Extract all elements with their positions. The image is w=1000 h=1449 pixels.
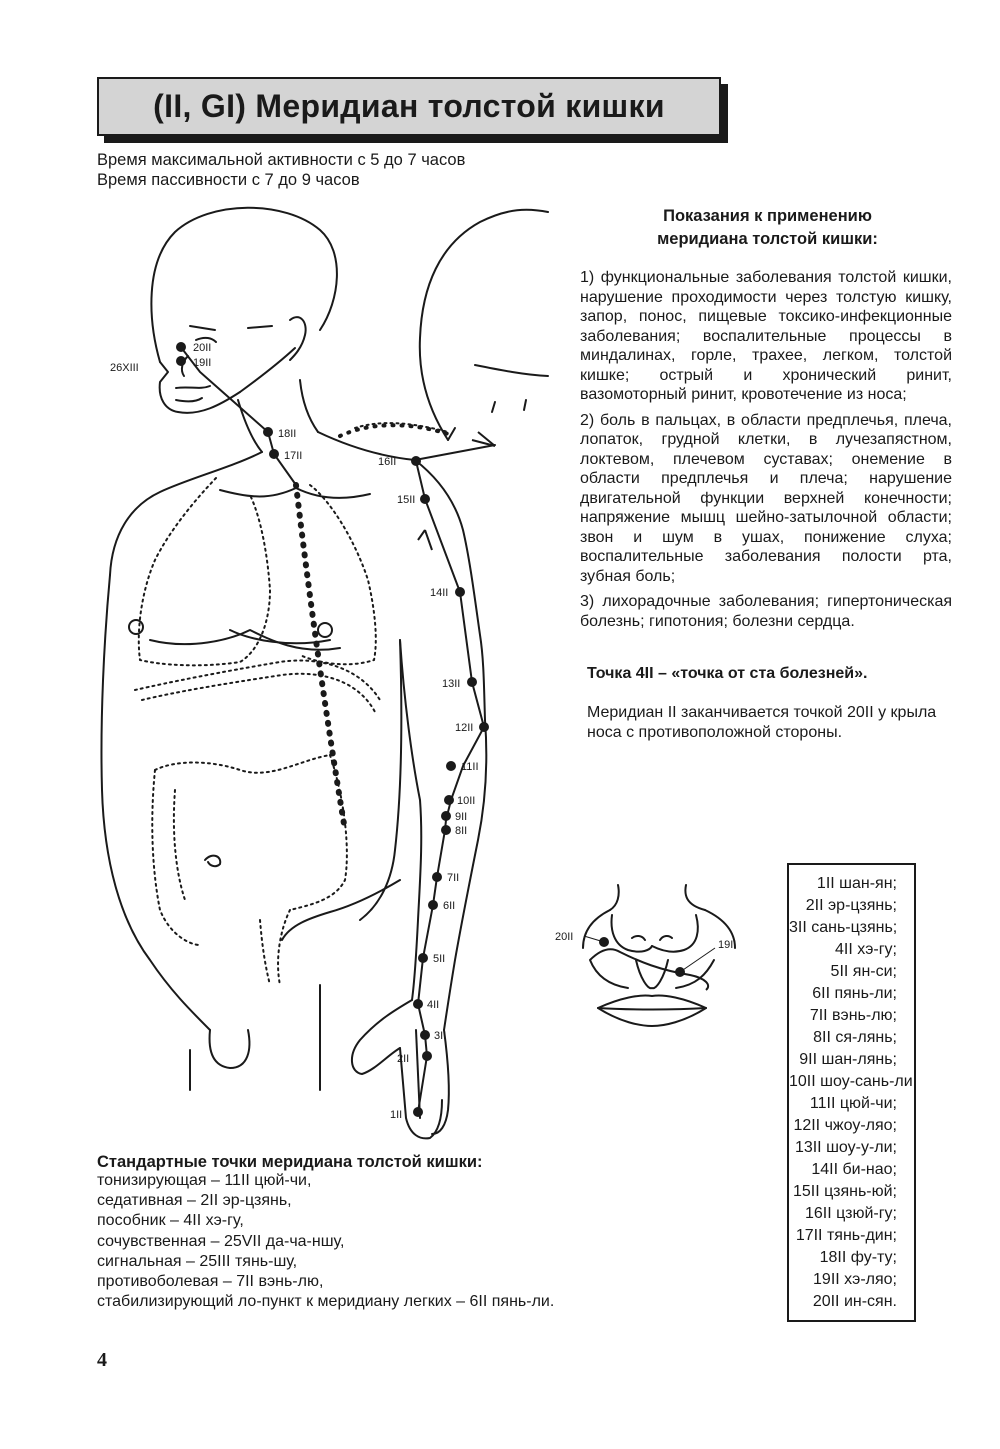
point-name: 18II фу-ту; <box>819 1249 897 1266</box>
point-name: 16II цзюй-гу; <box>805 1205 897 1222</box>
point-name: 11II цюй-чи; <box>809 1095 897 1112</box>
passive-text: Время пассивности с 7 до 9 часов <box>97 171 360 189</box>
indication-item: 2) боль в пальцах, в области предплечья, плеча, лопаток, грудной клетки, в лучезапястном, локтевом, плечевом суставах; онемение в области предплечья и плеча; нарушение двигательной функции верхней конечности; напряжение мышц шейно-затылочной области; звон и шум в ушах, понижение слуха; воспалительные заболевания полости рта, зубная боль; <box>580 411 952 585</box>
point-6-marker <box>428 900 438 910</box>
indication-item: 3) лихорадочные заболевания; гипертоническая болезнь; гипотония; болезни сердца. <box>580 593 952 630</box>
label-11: 11II <box>461 761 479 773</box>
label-19: 19II <box>193 357 212 369</box>
point-18-marker <box>263 427 273 437</box>
point-name: 9II шан-лянь; <box>799 1051 897 1068</box>
standard-point-item: противоболевая – 7II вэнь-лю, <box>97 1273 324 1291</box>
point-name: 13II шоу-у-ли; <box>794 1139 897 1156</box>
point-4-marker <box>413 999 423 1009</box>
point-name: 15II цзянь-юй; <box>793 1183 897 1200</box>
point-3-marker <box>420 1030 430 1040</box>
label-12: 12II <box>455 722 474 734</box>
point-name: 1II шан-ян; <box>816 875 897 892</box>
point-17-marker <box>269 449 279 459</box>
point-name: 8II ся-лянь; <box>813 1029 897 1046</box>
point-name: 2II эр-цзянь; <box>805 897 897 914</box>
point-12-marker <box>479 722 489 732</box>
label-1: 1II <box>390 1109 403 1121</box>
point-name: 7II вэнь-лю; <box>809 1007 897 1024</box>
point-8-marker <box>441 825 451 835</box>
point-name: 12II чжоу-ляо; <box>793 1117 897 1134</box>
label-3: 3II <box>434 1030 447 1042</box>
point-5-marker <box>418 953 428 963</box>
arrow-up-icon <box>418 530 432 550</box>
point-name: 17II тянь-дин; <box>795 1227 897 1244</box>
point-name: 6II пянь-ли; <box>812 985 897 1002</box>
point-name: 10II шоу-сань-ли; <box>789 1073 918 1090</box>
point-1-marker <box>413 1107 423 1117</box>
point-20-marker <box>176 342 186 352</box>
standard-points-heading: Стандартные точки меридиана толстой кишки: <box>97 1153 483 1171</box>
point-7-marker <box>432 872 442 882</box>
label-15: 15II <box>397 494 416 506</box>
standard-point-item: пособник – 4II хэ-гу, <box>97 1212 244 1230</box>
point-14-marker <box>455 587 465 597</box>
label-4: 4II <box>427 999 440 1011</box>
label-14: 14II <box>430 587 449 599</box>
standard-point-item: сочувственная – 25VII да-ча-ншу, <box>97 1232 345 1250</box>
max-activity-text: Время максимальной активности с 5 до 7 часов <box>97 151 466 169</box>
indications-heading: Показания к применению меридиана толстой кишки: <box>657 207 878 248</box>
point-10-marker <box>444 795 454 805</box>
standard-point-item: седативная – 2II эр-цзянь, <box>97 1192 292 1210</box>
point-19-marker <box>176 356 186 366</box>
point-15-marker <box>420 494 430 504</box>
label-20: 20II <box>193 342 212 354</box>
label-17: 17II <box>284 450 303 462</box>
nose-label-20: 20II <box>555 931 574 943</box>
label-6: 6II <box>443 900 456 912</box>
point-name: 19II хэ-ляо; <box>813 1271 897 1288</box>
point-2-marker <box>422 1051 432 1061</box>
point-9-marker <box>441 811 451 821</box>
label-13: 13II <box>442 678 461 690</box>
point-name: 20II ин-сян. <box>812 1293 897 1310</box>
page-title: (II, GI) Меридиан толстой кишки <box>153 88 665 124</box>
page-number: 4 <box>97 1349 107 1371</box>
point-name: 5II ян-си; <box>830 963 897 980</box>
point-name: 3II сань-цзянь; <box>789 919 898 936</box>
standard-point-item: сигнальная – 25III тянь-шу, <box>97 1252 298 1270</box>
standard-point-item: тонизирующая – 11II цюй-чи, <box>97 1172 312 1189</box>
label-16: 16II <box>378 456 397 468</box>
point-11-marker <box>446 761 456 771</box>
meridian-end-note: Меридиан II заканчивается точкой 20II у крыла носа с противоположной стороны. <box>587 704 937 741</box>
label-7: 7II <box>447 872 460 884</box>
point4-note: Точка 4II – «точка от ста болезней». <box>587 665 868 682</box>
label-2: 2II <box>397 1053 410 1065</box>
meridian-arm-line <box>416 461 484 1112</box>
standard-point-item: стабилизирующий ло-пункт к меридиану легких – 6II пянь-ли. <box>97 1293 555 1311</box>
indication-item: 1) функциональные заболевания толстой кишки, нарушение проходимости через толстую кишку, запор, понос, пищевые токсико-инфекционные заболевания; воспалительные процессы в миндалинах, горле, трахее, легком, толстой кишке; острый и хронический ринит, вазомоторный ринит, кровотечение из носа; <box>580 269 952 403</box>
label-9: 9II <box>455 811 468 823</box>
arrow-up-icon <box>472 432 495 446</box>
label-18: 18II <box>278 428 297 440</box>
point-name: 4II хэ-гу; <box>834 941 897 958</box>
point-13-marker <box>467 677 477 687</box>
label-26: 26XIII <box>110 362 139 374</box>
label-5: 5II <box>433 953 446 965</box>
label-8: 8II <box>455 825 468 837</box>
label-10: 10II <box>457 795 476 807</box>
point-name: 14II би-нао; <box>811 1161 897 1178</box>
nose-label-19: 19II <box>718 939 737 951</box>
point-16-marker <box>411 456 421 466</box>
